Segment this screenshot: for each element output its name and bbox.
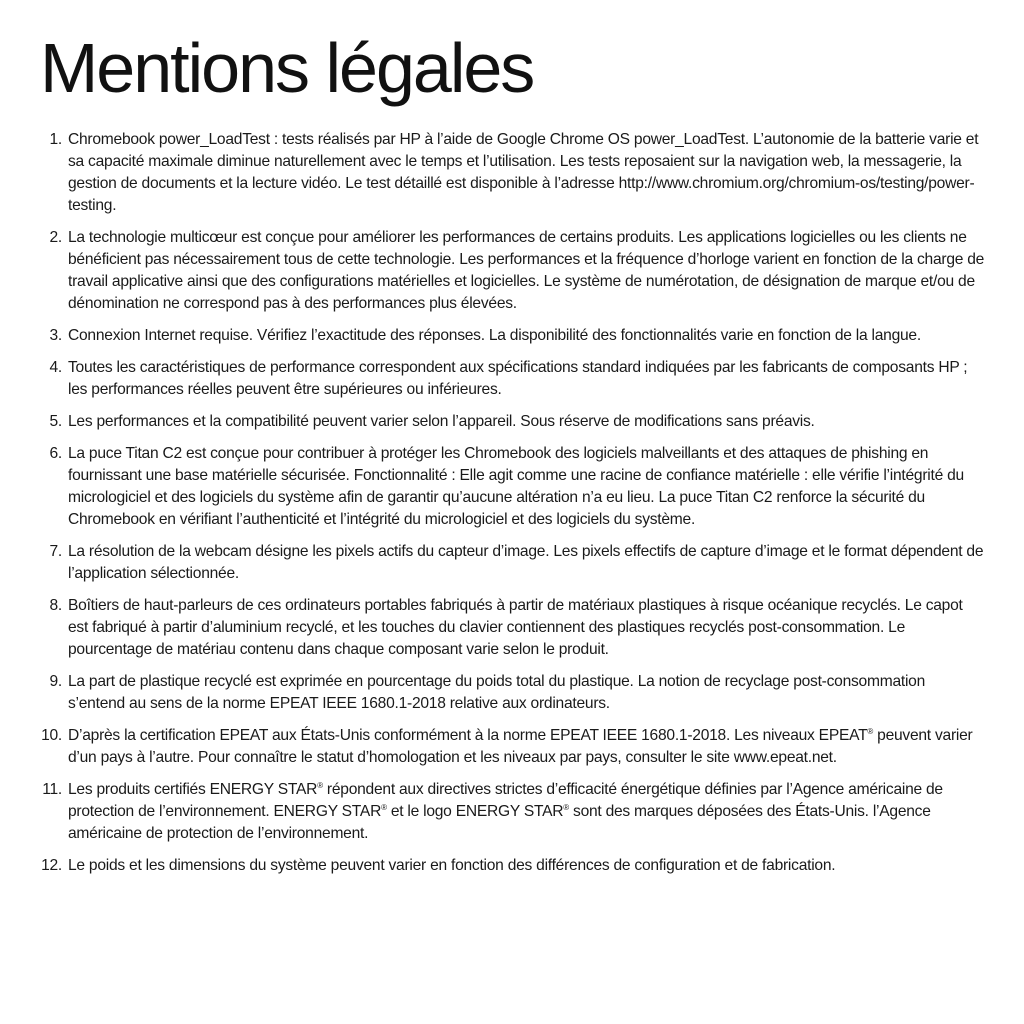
note-text: La puce Titan C2 est conçue pour contribuer à protéger les Chromebook des logiciels malveillants et des attaques de phishing en fournissant une base matérielle sécurisée. Fonctionnalité : Elle agit comme une racine de confiance matérielle : elle vérifie l’intégrité du micrologiciel et des logiciels du système afin de garantir qu’aucune altération n’a eu lieu. La puce Titan C2 renforce la sécurité du Chromebook en vérifiant l’authenticité et l’intégrité du micrologiciel et des logiciels du système. xyxy=(68,445,964,528)
note-number: 8. xyxy=(49,597,62,614)
legal-notes-list xyxy=(0,129,1024,887)
note-text: Boîtiers de haut-parleurs de ces ordinateurs portables fabriqués à partir de matériaux plastiques à risque océanique recyclés. Le capot est fabriqué à partir d’aluminium recyclé, et les touches du clavier contiennent des plastiques recyclés post-consommation. Le pourcentage de matériau contenu dans chaque composant varie selon le produit. xyxy=(68,597,963,658)
note-number: 10. xyxy=(41,727,62,744)
legal-note-8 xyxy=(0,595,1024,661)
note-number: 5. xyxy=(49,413,62,430)
legal-note-9 xyxy=(0,671,1024,715)
note-text: Connexion Internet requise. Vérifiez l’exactitude des réponses. La disponibilité des fonctionnalités varie en fonction de la langue. xyxy=(68,327,921,344)
legal-note-3 xyxy=(0,325,1024,347)
note-number: 11. xyxy=(42,781,62,798)
legal-note-4 xyxy=(0,357,1024,401)
page-title: Mentions légales xyxy=(40,29,534,107)
legal-note-10 xyxy=(0,725,1024,769)
legal-note-5 xyxy=(0,411,1024,433)
note-text: La part de plastique recyclé est exprimée en pourcentage du poids total du plastique. La notion de recyclage post-consommation s’entend au sens de la norme EPEAT IEEE 1680.1-2018 relative aux ordinateurs. xyxy=(68,673,926,712)
legal-note-2 xyxy=(0,227,1024,315)
note-text: Toutes les caractéristiques de performance correspondent aux spécifications standard indiquées par les fabricants de composants HP ; les performances réelles peuvent être supérieures ou inférieures. xyxy=(68,359,968,398)
note-number: 6. xyxy=(49,445,62,462)
note-number: 3. xyxy=(49,327,62,344)
note-number: 1. xyxy=(49,131,62,148)
note-number: 2. xyxy=(49,229,62,246)
note-number: 9. xyxy=(49,673,62,690)
legal-note-7 xyxy=(0,541,1024,585)
note-text: D’après la certification EPEAT aux États-Unis conformément à la norme EPEAT IEEE 1680.1-2018. Les niveaux EPEAT® peuvent varier d’un pays à l’autre. Pour connaître le statut d’homologation et les niveaux par pays, consulter le site www.epeat.net. xyxy=(68,727,973,766)
note-number: 12. xyxy=(41,857,62,874)
legal-note-1 xyxy=(0,129,1024,217)
note-text: Les produits certifiés ENERGY STAR® répondent aux directives strictes d’efficacité énergétique définies par l’Agence américaine de protection de l’environnement. ENERGY STAR® et le logo ENERGY STAR® sont des marques déposées des États-Unis. l’Agence américaine de protection de l’environnement. xyxy=(68,781,943,842)
legal-note-12 xyxy=(0,855,1024,877)
note-text: La technologie multicœur est conçue pour améliorer les performances de certains produits. Les applications logicielles ou les clients ne bénéficient pas nécessairement tous de cette technologie. Les performances et la fréquence d’horloge varient en fonction de la charge de travail applicative ainsi que des configurations matérielles et logicielles. Le système de numérotation, de désignation de marque et/ou de dénomination ne correspond pas à des performances plus élevées. xyxy=(68,229,985,312)
note-text: Chromebook power_LoadTest : tests réalisés par HP à l’aide de Google Chrome OS power_LoadTest. L’autonomie de la batterie varie et sa capacité maximale diminue naturellement avec le temps et l’utilisation. Les tests reposaient sur la navigation web, la messagerie, la gestion de documents et la lecture vidéo. Le test détaillé est disponible à l’adresse http://www.chromium.org/chromium-os/testing/power-testing. xyxy=(68,131,979,214)
note-text: Le poids et les dimensions du système peuvent varier en fonction des différences de configuration et de fabrication. xyxy=(68,857,836,874)
note-text: Les performances et la compatibilité peuvent varier selon l’appareil. Sous réserve de modifications sans préavis. xyxy=(68,413,815,430)
legal-note-6 xyxy=(0,443,1024,531)
note-text: La résolution de la webcam désigne les pixels actifs du capteur d’image. Les pixels effectifs de capture d’image et le format dépendent de l’application sélectionnée. xyxy=(68,543,984,582)
note-number: 4. xyxy=(49,359,62,376)
legal-note-11 xyxy=(0,779,1024,845)
note-number: 7. xyxy=(49,543,62,560)
